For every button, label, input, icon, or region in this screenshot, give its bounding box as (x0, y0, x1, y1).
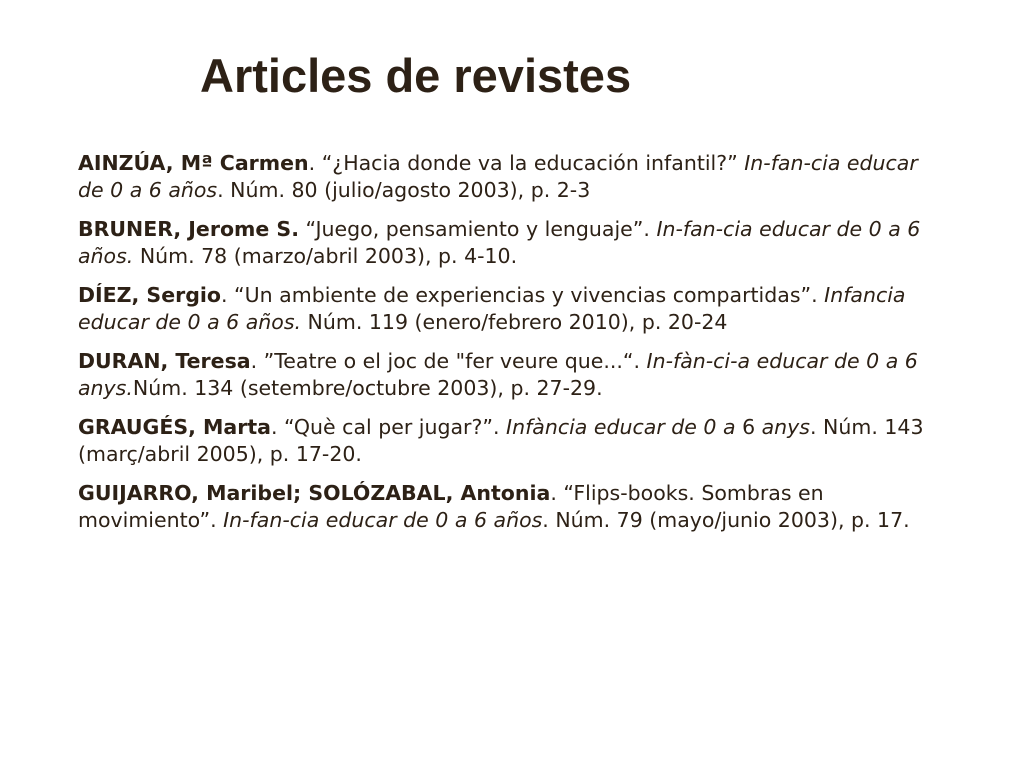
reference-text: Núm. 119 (enero/febrero 2010), p. 20-24 (301, 310, 728, 334)
reference-author: GRAUGÉS, Marta (78, 415, 271, 439)
reference-list (78, 150, 940, 534)
reference-text: Núm. 134 (setembre/octubre 2003), p. 27-29. (132, 376, 603, 400)
reference-item (78, 414, 940, 468)
reference-text: . Núm. 143 (març/abril 2005), p. 17-20. (78, 415, 924, 466)
reference-journal: Infancia educar de 0 a 6 años. (78, 283, 906, 334)
reference-author: DURAN, Teresa (78, 349, 251, 373)
reference-author: BRUNER, Jerome S. (78, 217, 299, 241)
reference-journal: anys (761, 415, 810, 439)
reference-author: GUIJARRO, Maribel; SOLÓZABAL, Antonia (78, 481, 551, 505)
reference-item (78, 150, 940, 204)
reference-text: . “Un ambiente de experiencias y vivencias compartidas”. (221, 283, 825, 307)
reference-journal: In-fan-cia educar de 0 a 6 años (223, 508, 543, 532)
reference-journal: In-fan-cia educar de 0 a 6 años. (78, 217, 921, 268)
reference-text: . “Flips-books. Sombras en movimiento”. (78, 481, 824, 532)
reference-item (78, 282, 940, 336)
reference-journal: In-fan-cia educar de 0 a 6 años (78, 151, 918, 202)
reference-author: DÍEZ, Sergio (78, 283, 221, 307)
reference-item (78, 216, 940, 270)
reference-author: AINZÚA, Mª Carmen (78, 151, 309, 175)
slide-title: Articles de revistes (200, 49, 632, 102)
reference-text: Núm. 78 (marzo/abril 2003), p. 4-10. (133, 244, 518, 268)
reference-item (78, 480, 940, 534)
reference-text: 6 (735, 415, 762, 439)
reference-journal: In-fàn-ci-a educar de 0 a 6 anys. (78, 349, 918, 400)
reference-text: . “¿Hacia donde va la educación infantil?” (308, 151, 745, 175)
reference-text: . “Què cal per jugar?”. (271, 415, 507, 439)
reference-text: “Juego, pensamiento y lenguaje”. (299, 217, 657, 241)
reference-item (78, 348, 940, 402)
reference-text: . ”Teatre o el joc de "fer veure que...“. (250, 349, 647, 373)
reference-journal: Infància educar de 0 a (506, 415, 736, 439)
reference-text: . Núm. 79 (mayo/junio 2003), p. 17. (542, 508, 910, 532)
reference-text: . Núm. 80 (julio/agosto 2003), p. 2-3 (217, 178, 591, 202)
